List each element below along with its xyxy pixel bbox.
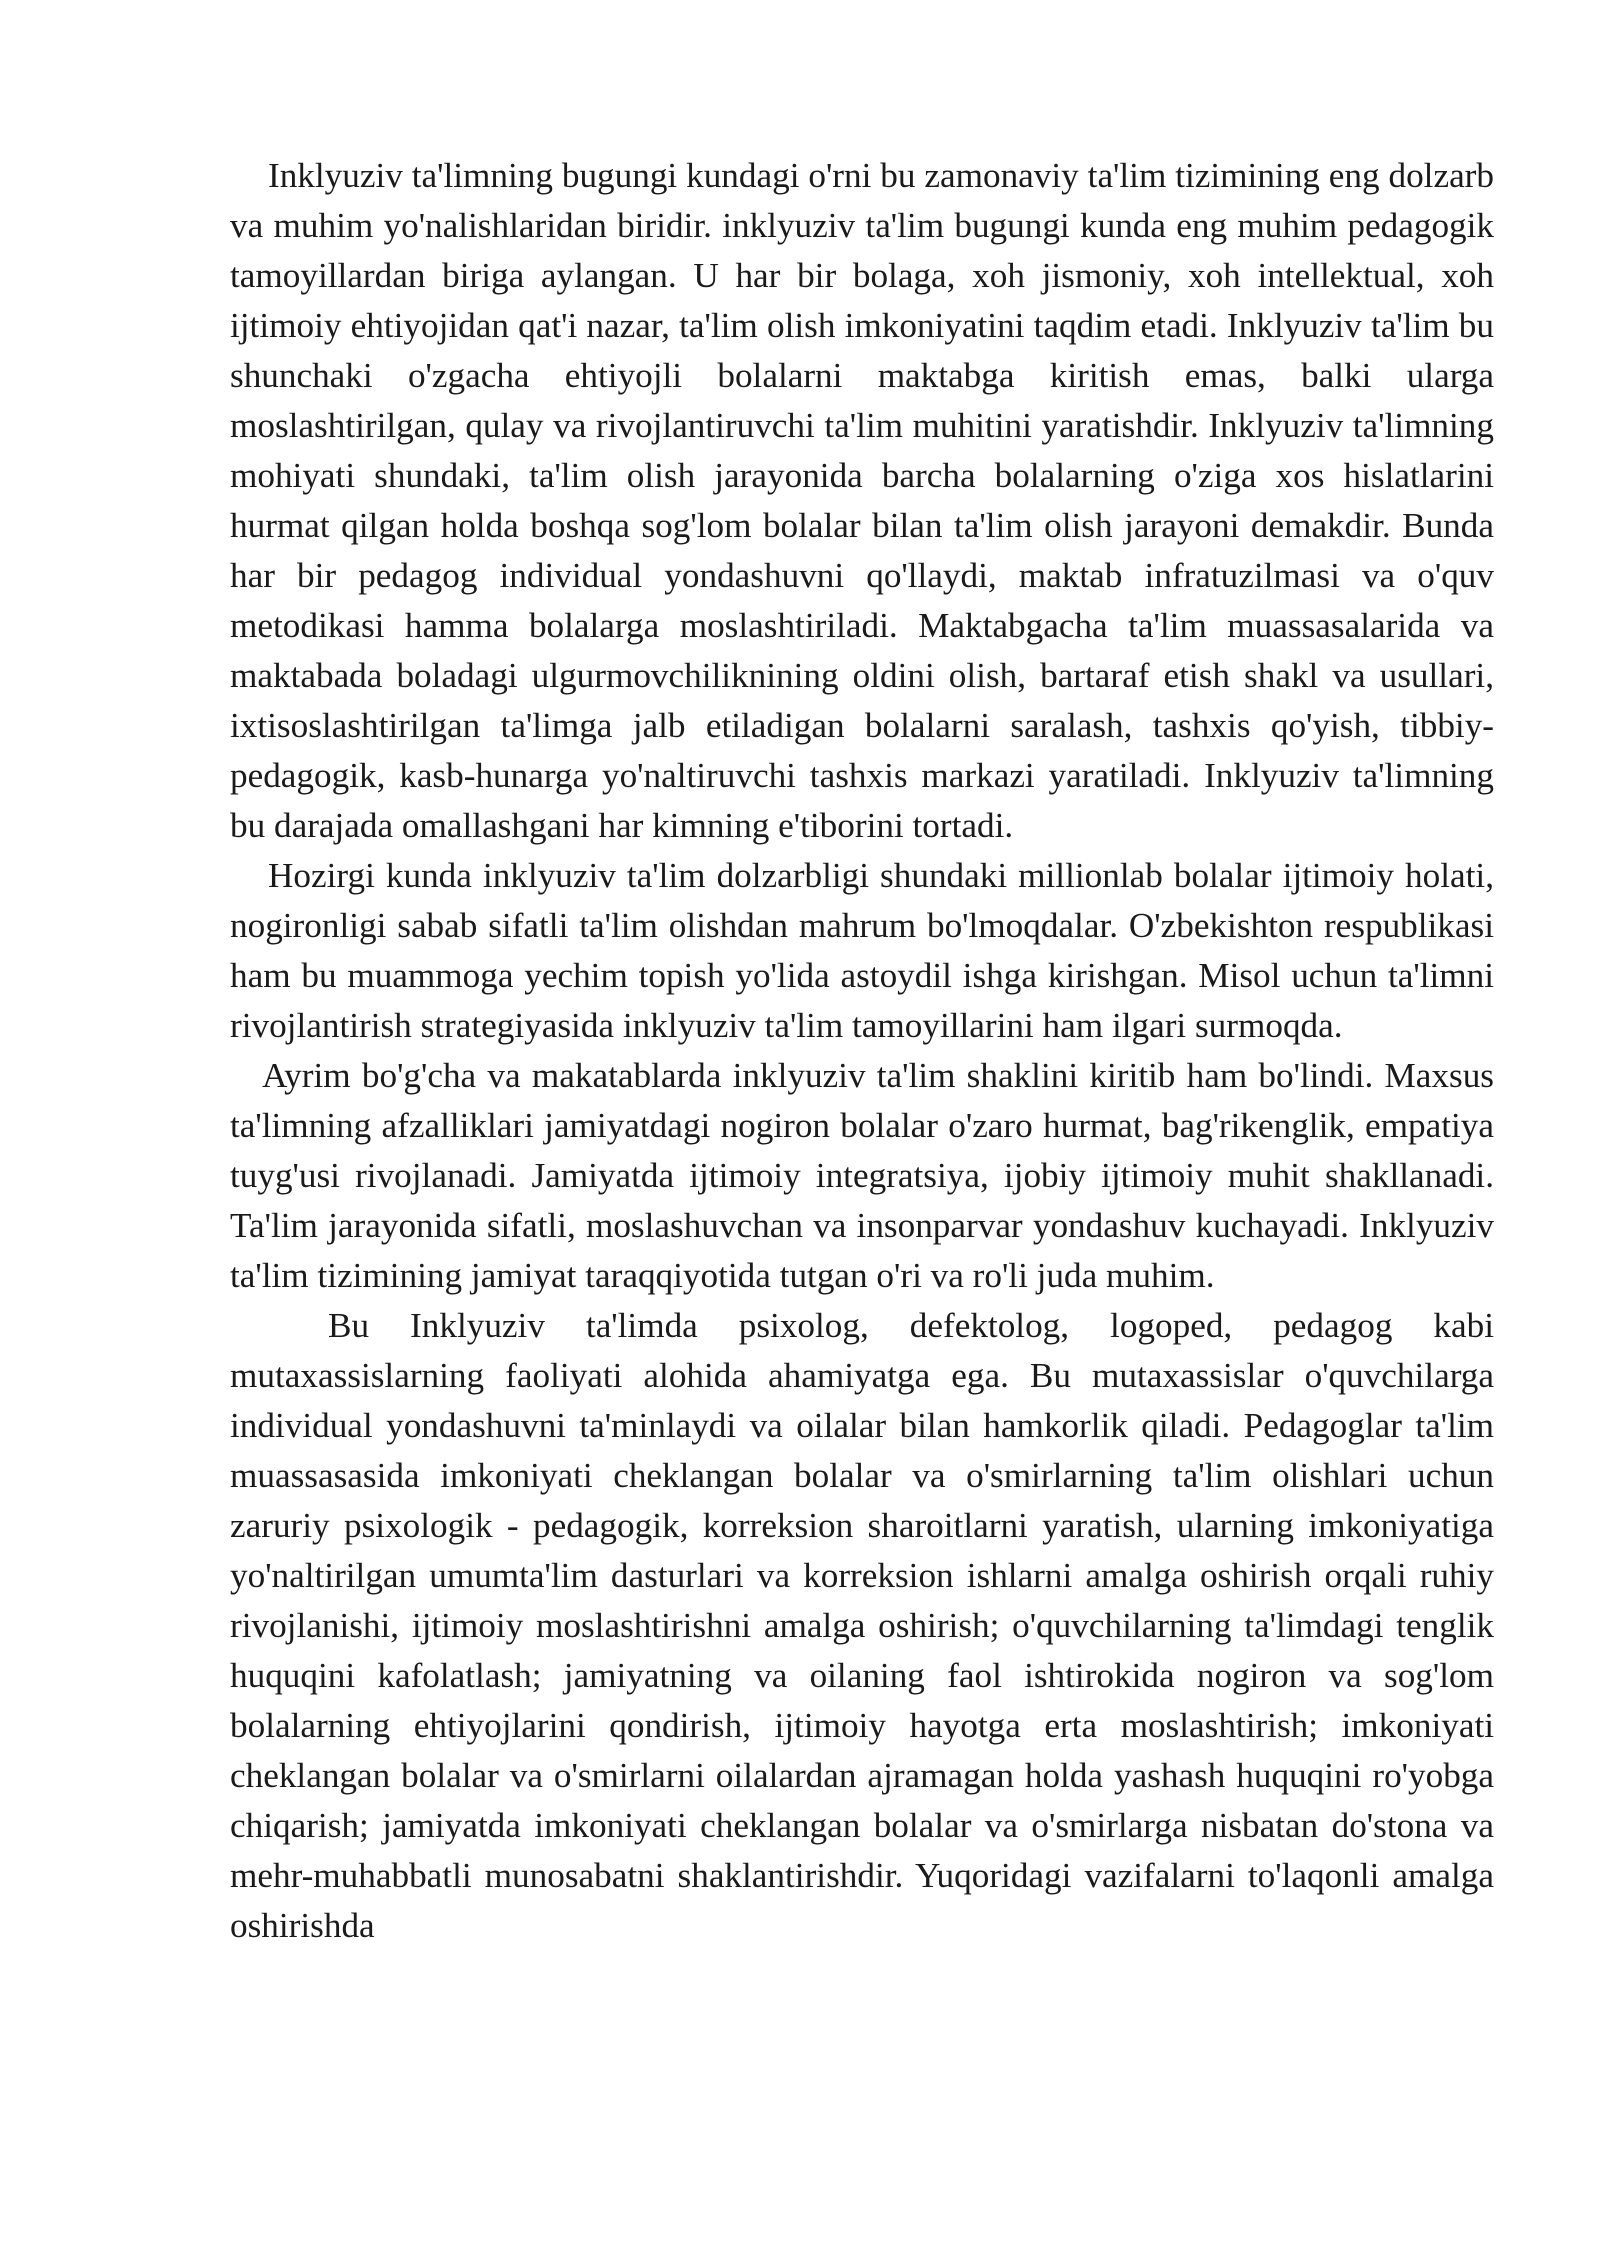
paragraph-3: Ayrim bo'g'cha va makatablarda inklyuziv ta'lim shaklini kiritib ham bo'lindi. Maxsus ta'limning afzalliklari jamiyatdagi nogiron bolalar o'zaro hurmat, bag'rikenglik, empatiya tuyg'usi rivojlanadi. Jamiyatda ijtimoiy integratsiya, ijobiy ijtimoiy muhit shakllanadi. Ta'lim jarayonida sifatli, moslashuvchan va insonparvar yondashuv kuchayadi. Inklyuziv ta'lim tizimining jamiyat taraqqiyotida tutgan o'ri va ro'li juda muhim. <box>230 1056 1494 1295</box>
paragraph-2: Hozirgi kunda inklyuziv ta'lim dolzarbligi shundaki millionlab bolalar ijtimoiy holati, nogironligi sabab sifatli ta'lim olishdan mahrum bo'lmoqdalar. O'zbekishton respublikasi ham bu muammoga yechim topish yo'lida astoydil ishga kirishgan. Misol uchun ta'limni rivojlantirish strategiyasida inklyuziv ta'lim tamoyillarini ham ilgari surmoqda. <box>230 856 1494 1045</box>
body-text <box>230 151 1494 1951</box>
paragraph-4: Bu Inklyuziv ta'limda psixolog, defektolog, logoped, pedagog kabi mutaxassislarning faoliyati alohida ahamiyatga ega. Bu mutaxassislar o'quvchilarga individual yondashuvni ta'minlaydi va oilalar bilan hamkorlik qiladi. Pedagoglar ta'lim muassasasida imkoniyati cheklangan bolalar va o'smirlarning ta'lim olishlari uchun zaruriy psixologik - pedagogik, korreksion sharoitlarni yaratish, ularning imkoniyatiga yo'naltirilgan umumta'lim dasturlari va korreksion ishlarni amalga oshirish orqali ruhiy rivojlanishi, ijtimoiy moslashtirishni amalga oshirish; o'quvchilarning ta'limdagi tenglik huquqini kafolatlash; jamiyatning va oilaning faol ishtirokida nogiron va sog'lom bolalarning ehtiyojlarini qondirish, ijtimoiy hayotga erta moslashtirish; imkoniyati cheklangan bolalar va o'smirlarni oilalardan ajramagan holda yashash huquqini ro'yobga chiqarish; jamiyatda imkoniyati cheklangan bolalar va o'smirlarga nisbatan do'stona va mehr-muhabbatli munosabatni shaklantirishdir. Yuqoridagi vazifalarni to'laqonli amalga oshirishda <box>230 1306 1494 1945</box>
paragraph-1: Inklyuziv ta'limning bugungi kundagi o'rni bu zamonaviy ta'lim tizimining eng dolzarb va muhim yo'nalishlaridan biridir. inklyuziv ta'lim bugungi kunda eng muhim pedagogik tamoyillardan biriga aylangan. U har bir bolaga, xoh jismoniy, xoh intellektual, xoh ijtimoiy ehtiyojidan qat'i nazar, ta'lim olish imkoniyatini taqdim etadi. Inklyuziv ta'lim bu shunchaki o'zgacha ehtiyojli bolalarni maktabga kiritish emas, balki ularga moslashtirilgan, qulay va rivojlantiruvchi ta'lim muhitini yaratishdir. Inklyuziv ta'limning mohiyati shundaki, ta'lim olish jarayonida barcha bolalarning o'ziga xos hislatlarini hurmat qilgan holda boshqa sog'lom bolalar bilan ta'lim olish jarayoni demakdir. Bunda har bir pedagog individual yondashuvni qo'llaydi, maktab infratuzilmasi va o'quv metodikasi hamma bolalarga moslashtiriladi. Maktabgacha ta'lim muassasalarida va maktabada boladagi ulgurmovchiliknining oldini olish, bartaraf etish shakl va usullari, ixtisoslashtirilgan ta'limga jalb etiladigan bolalarni saralash, tashxis qo'yish, tibbiy-pedagogik, kasb-hunarga yo'naltiruvchi tashxis markazi yaratiladi. Inklyuziv ta'limning bu darajada omallashgani har kimning e'tiborini tortadi. <box>230 156 1494 845</box>
